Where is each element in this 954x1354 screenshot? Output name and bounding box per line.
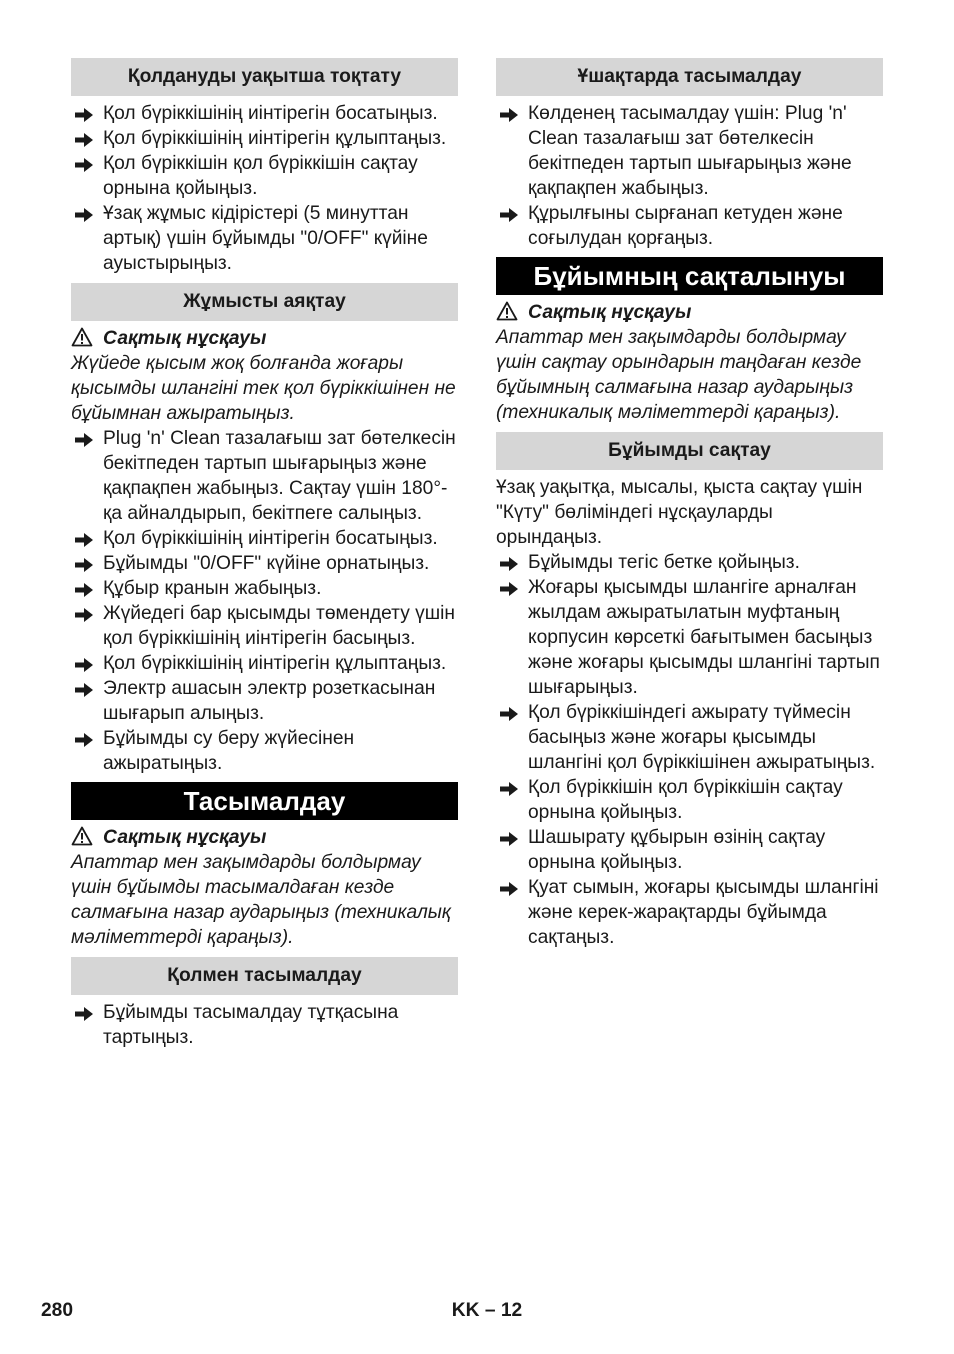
section-heading-store-device: Бұйымды сақтау: [496, 432, 883, 470]
step-text: Шашырату құбырын өзінің сақтау орнына қойыңыз.: [528, 827, 826, 873]
step-item: [71, 676, 458, 726]
step-text: Қол бүріккішіндегі ажырату түймесін басыңыз және жоғары қысымды шлангіні қол бүріккішінен ажыратыңыз.: [528, 702, 876, 773]
step-item: [71, 1000, 458, 1050]
step-text: Қол бүріккішін қол бүріккішін сақтау орнына қойыңыз.: [528, 777, 843, 823]
step-item: [496, 201, 883, 251]
warning-triangle-icon: [71, 826, 93, 846]
arrow-right-icon: [74, 655, 94, 671]
section-heading-finish: Жұмысты аяқтау: [71, 283, 458, 321]
warning-title: [496, 300, 883, 325]
arrow-right-icon: [499, 829, 519, 845]
arrow-right-icon: [499, 105, 519, 121]
step-item: [71, 601, 458, 651]
arrow-right-icon: [74, 530, 94, 546]
step-item: [71, 551, 458, 576]
arrow-right-icon: [74, 580, 94, 596]
arrow-right-icon: [74, 730, 94, 746]
step-text: Plug 'n' Clean тазалағыш зат бөтелкесін бекітпеден тартып шығарыңыз және қақпақпен жабыңыз. Сақтау үшін 180°-қа айналдырып, бекітпеге салыңыз.: [103, 428, 456, 524]
arrow-right-icon: [74, 430, 94, 446]
step-text: Қуат сымын, жоғары қысымды шлангіні және керек-жарақтарды бұйымда сақтаңыз.: [528, 877, 879, 948]
step-list-finish: [71, 426, 458, 776]
arrow-right-icon: [74, 155, 94, 171]
step-item: [71, 576, 458, 601]
step-list-manual-transport: [71, 1000, 458, 1050]
step-item: [71, 101, 458, 126]
left-column: [71, 58, 458, 1050]
step-text: Қол бүріккішінің иінтірегін құлыптаңыз.: [103, 128, 447, 149]
step-text: Бұйымды су беру жүйесінен ажыратыңыз.: [103, 728, 355, 774]
step-item: [71, 126, 458, 151]
step-list-pause: [71, 101, 458, 276]
arrow-right-icon: [499, 779, 519, 795]
warning-title-text: Сақтық нұсқауы: [103, 827, 267, 848]
step-item: [71, 651, 458, 676]
section-heading-vehicle-transport: Ұшақтарда тасымалдау: [496, 58, 883, 96]
step-text: Құбыр кранын жабыңыз.: [103, 578, 322, 599]
section-heading-pause: Қолдануды уақытша тоқтату: [71, 58, 458, 96]
arrow-right-icon: [74, 680, 94, 696]
arrow-right-icon: [499, 704, 519, 720]
arrow-right-icon: [74, 130, 94, 146]
step-text: Ұзақ жұмыс кідірістері (5 минуттан артық) үшін бұйымды "0/OFF" күйіне ауыстырыңыз.: [103, 203, 428, 274]
warning-title-text: Сақтық нұсқауы: [528, 302, 692, 323]
step-text: Жүйедегі бар қысымды төмендету үшін қол бүріккішінің иінтірегін басыңыз.: [103, 603, 455, 649]
step-text: Қол бүріккішінің иінтірегін құлыптаңыз.: [103, 653, 447, 674]
step-text: Қол бүріккішінің иінтірегін босатыңыз.: [103, 103, 438, 124]
arrow-right-icon: [74, 205, 94, 221]
step-item: [496, 825, 883, 875]
step-item: [71, 201, 458, 276]
step-item: [496, 575, 883, 700]
step-list-vehicle-transport: [496, 101, 883, 251]
storage-intro-text: Ұзақ уақытқа, мысалы, қыста сақтау үшін "Күту" бөліміндегі нұсқауларды орындаңыз.: [496, 477, 863, 548]
right-column: [496, 58, 883, 950]
step-text: Электр ашасын электр розеткасынан шығарып алыңыз.: [103, 678, 436, 724]
step-item: [496, 101, 883, 201]
warning-text: Апаттар мен зақымдарды болдырмау үшін сақтау орындарын таңдаған кезде бұйымның салмағына назар аударыңыз (техникалық мәліметтерді қараңыз).: [496, 327, 862, 423]
step-list-store-device: [496, 550, 883, 950]
step-text: Құрылғыны сырғанап кетуден және соғылудан қорғаңыз.: [528, 203, 843, 249]
section-heading-manual-transport: Қолмен тасымалдау: [71, 957, 458, 995]
arrow-right-icon: [499, 879, 519, 895]
step-text: Жоғары қысымды шлангіге арналған жылдам ажыратылатын муфтаның корпусин көрсеткі бағытымен басыңыз және жоғары қысымды шлангіні тартып шығарыңыз.: [528, 577, 880, 698]
warning-title-text: Сақтық нұсқауы: [103, 328, 267, 349]
warning-title: [71, 326, 458, 351]
footer-code: KK – 12: [451, 1300, 523, 1321]
step-text: Бұйымды тасымалдау тұтқасына тартыңыз.: [103, 1002, 399, 1048]
step-item: [71, 726, 458, 776]
warning-text: Апаттар мен зақымдарды болдырмау үшін бұйымды тасымалдаған кезде салмағына назар аударыңыз (техникалық мәліметтерді қараңыз).: [71, 852, 451, 948]
step-text: Қол бүріккішін қол бүріккішін сақтау орнына қойыңыз.: [103, 153, 418, 199]
arrow-right-icon: [74, 105, 94, 121]
warning-triangle-icon: [71, 327, 93, 347]
arrow-right-icon: [499, 205, 519, 221]
arrow-right-icon: [499, 579, 519, 595]
page-footer: [0, 1298, 954, 1323]
arrow-right-icon: [74, 555, 94, 571]
arrow-right-icon: [74, 605, 94, 621]
step-item: [496, 700, 883, 775]
page-number: 280: [41, 1300, 74, 1321]
warning-text: Жүйеде қысым жоқ болғанда жоғары қысымды шлангіні тек қол бүріккішінен не бұйымнан ажыратыңыз.: [71, 353, 456, 424]
step-text: Қол бүріккішінің иінтірегін босатыңыз.: [103, 528, 438, 549]
chapter-heading-storage: Бұйымның сақталынуы: [496, 257, 883, 295]
warning-title: [71, 825, 458, 850]
step-item: [71, 426, 458, 526]
step-item: [496, 875, 883, 950]
step-item: [71, 151, 458, 201]
step-text: Көлденең тасымалдау үшін: Plug 'n' Clean тазалағыш зат бөтелкесін бекітпеден тартып шығарыңыз және қақпақпен жабыңыз.: [528, 103, 852, 199]
step-text: Бұйымды "0/OFF" күйіне орнатыңыз.: [103, 553, 430, 574]
arrow-right-icon: [499, 554, 519, 570]
step-item: [496, 775, 883, 825]
step-item: [496, 550, 883, 575]
warning-triangle-icon: [496, 301, 518, 321]
step-item: [71, 526, 458, 551]
chapter-heading-transport: Тасымалдау: [71, 782, 458, 820]
arrow-right-icon: [74, 1004, 94, 1020]
step-text: Бұйымды тегіс бетке қойыңыз.: [528, 552, 800, 573]
